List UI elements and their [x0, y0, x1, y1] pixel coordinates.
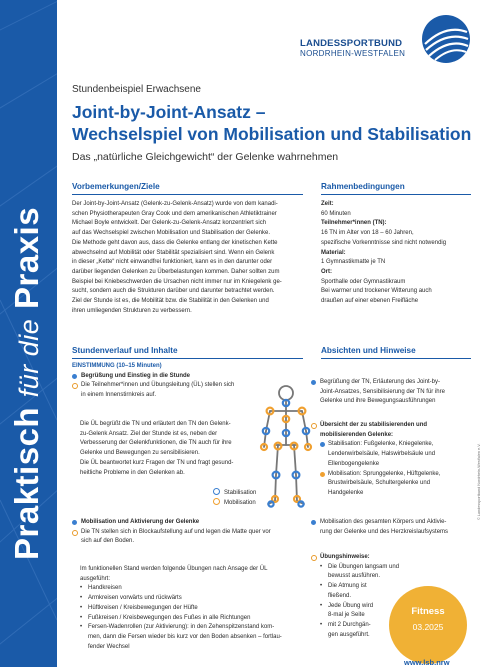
uebungshinweise: [311, 553, 401, 640]
divider: [321, 194, 471, 195]
mobilisation-block: [72, 518, 308, 547]
item-text: Die TN stellen sich in Blockaufstellung auf und legen die Matte quer vor: [81, 528, 271, 535]
legend-label: Stabilisation: [224, 490, 257, 496]
einstimmung-paragraph: [80, 420, 270, 478]
mob-label: Mobilisation:: [328, 470, 362, 477]
list-item: [311, 421, 475, 431]
circle-icon: [311, 423, 317, 429]
copyright: © Landessportbund Nordrhein-Westfalen e.V.: [477, 443, 481, 520]
exercise-item: • Hüftkreisen / Kreisbewegungen der Hüfte: [80, 604, 310, 614]
text-line: Beispiel bei Kniebeschwerden die Ursachen nicht immer nur im Kniegelenk ge-: [72, 278, 282, 285]
logo-line1: LANDESSPORTBUND: [300, 38, 403, 49]
page-title-line1: Joint-by-Joint-Ansatz –: [72, 102, 266, 122]
divider: [72, 194, 303, 195]
item-title: Begrüßung und Einstieg in die Stunde: [81, 372, 190, 379]
list-item: [311, 518, 475, 537]
text-line: in dieser „Kette“ nicht einwandfrei funktioniert, kann es in den darunter oder: [72, 259, 273, 266]
item-text: Die Teilnehmer*innen und Übungsleitung (ÜL) stellen sich: [81, 382, 235, 389]
list-item-stabilisation: [311, 440, 475, 469]
text-line: ihren umliegenden Strukturen zu verbessern.: [72, 307, 192, 314]
tn-value: 16 TN im Alter von 18 – 60 Jahren,: [321, 230, 414, 237]
legend-item-mobilisation: [213, 498, 256, 508]
text-line: Begrüßung der TN, Erläuterung des Joint-by-: [320, 379, 440, 385]
exercise-item: • Handkreisen: [80, 584, 310, 594]
exercise-intro: ausgeführt:: [80, 575, 111, 582]
mob-value: Sprunggelenke, Hüftgelenke,: [361, 470, 441, 477]
text-line: Mobilisation des gesamten Körpers und Aktivie-: [320, 519, 447, 525]
text-line: schen Physiotherapeuten Gray Cook und dem amerikanischen Athletiktrainer: [72, 210, 277, 217]
circle-icon: [311, 555, 317, 561]
rahmen-text: [321, 200, 481, 307]
bullet-icon: [311, 520, 316, 525]
list-item: [72, 528, 308, 538]
text-line: Der Joint-by-Joint-Ansatz (Gelenk-zu-Gelenk-Ansatz) wurde von dem kanadi-: [72, 201, 278, 207]
list-item: [72, 518, 308, 528]
lsb-logo: [300, 14, 475, 64]
hint-line: • mit 2 Durchgän-: [320, 621, 401, 631]
list-item: [72, 372, 272, 382]
stab-label: Stabilisation:: [328, 441, 363, 448]
exercise-block: [80, 565, 310, 652]
skeleton-figure-icon: [256, 383, 316, 513]
sidebar-banner: [0, 0, 57, 667]
hint-list: [311, 563, 401, 641]
text-line: heitliche Probleme in den Gelenken ab.: [80, 469, 185, 476]
exercise-continuation: men, dann die Fersen wieder bis kurz vor den Boden absenken – fortlau-: [88, 633, 282, 640]
hint-line: • Die Atmung ist: [320, 582, 401, 592]
gelenke-uebersicht: [311, 421, 475, 499]
kicker: Stundenbeispiel Erwachsene: [72, 84, 201, 95]
einstimmung-block: [72, 362, 272, 401]
hint-line: 8-mal je Seite: [328, 612, 365, 619]
text-line: Die Methode geht davon aus, dass die Gelenke entlang der kinetischen Kette: [72, 239, 278, 246]
list-item: [72, 537, 308, 547]
ort-value: Sporthalle oder Gymnastikraum: [321, 278, 406, 285]
circle-icon: [72, 530, 78, 536]
item-title: mobilisierenden Gelenke:: [320, 431, 394, 438]
stab-value: Fußgelenke, Kniegelenke,: [362, 441, 434, 448]
bullet-icon: [320, 472, 325, 477]
item-text: sich auf den Boden.: [81, 538, 135, 545]
vorbemerkungen-text: [72, 200, 306, 316]
text-line: rung der Gelenke und des Herzkreislaufsystems: [320, 528, 449, 535]
bullet-icon: [72, 520, 77, 525]
list-item: [311, 553, 401, 563]
list-item: [72, 381, 272, 391]
divider: [321, 358, 471, 359]
text-line: abwechselnd auf Mobilität oder Stabilität spezialisiert sind. Wenn ein Gelenk: [72, 249, 275, 256]
divider: [72, 358, 303, 359]
ort-value: Bei warmer und trockener Witterung auch: [321, 288, 432, 295]
text-line: Handgelenke: [328, 489, 364, 496]
bullet-icon: [320, 442, 325, 447]
page-subtitle: Das „natürliche Gleichgewicht“ der Gelenke wahrnehmen: [72, 151, 339, 163]
text-line: sucht, sondern auch die Strukturen darüber und darunter betrachtet werden.: [72, 288, 275, 295]
mobilisation-absicht: [311, 518, 475, 537]
exercise-continuation: fender Wechsel: [88, 643, 130, 650]
topic-badge: [389, 586, 467, 664]
text-line: [328, 470, 475, 480]
hint-line: • Die Übungen langsam und: [320, 563, 401, 573]
tn-label: Teilnehmer*innen (TN):: [321, 220, 387, 227]
circle-icon: [72, 383, 78, 389]
list-item: [311, 431, 475, 441]
circle-icon: [213, 498, 220, 505]
section-heading-stundenverlauf: Stundenverlauf und Inhalte: [72, 346, 178, 355]
hint-line: • Jede Übung wird: [320, 602, 401, 612]
material-value: 1 Gymnastikmatte je TN: [321, 259, 386, 266]
zeit-value: 60 Minuten: [321, 210, 351, 217]
text-line: Gelenke und Bewegungen zu sensibilisieren.: [80, 450, 200, 457]
text-line: Verbesserung der Gelenkfunktionen, die TN auch für ihre: [80, 440, 232, 447]
text-line: auf das Wechselspiel zwischen Mobilisation und Stabilisation der Gelenke.: [72, 230, 270, 237]
text-line: Joint-Ansatzes, Sensibilisierung der TN für ihre: [320, 388, 445, 395]
exercise-item: • Fersen-Wadenrollen (zur Aktivierung): in den Zehenspitzenstand kom-: [80, 623, 310, 633]
phase-label: EINSTIMMUNG (10–15 Minuten): [72, 363, 162, 369]
text-line: Lendenwirbelsäule, Halswirbelsäule und: [328, 451, 436, 458]
item-title: Übersicht der zu stabilisierenden und: [320, 422, 428, 428]
hint-line: bewusst ausführen.: [328, 573, 381, 580]
badge-date: 03.2025: [412, 622, 444, 632]
footer-url: www.lsb.nrw: [404, 658, 450, 667]
tn-value: spezifische Vorkenntnisse sind nicht notwendig: [321, 239, 447, 246]
hint-line: gen ausgeführt.: [328, 631, 370, 638]
absichten-block: [311, 378, 475, 407]
legend-label: Mobilisation: [224, 500, 256, 506]
text-line: Gelenke und ihre Bewegungsausführungen: [320, 398, 436, 405]
logo-line2: NORDRHEIN-WESTFALEN: [300, 49, 406, 58]
text-line: Michael Boyle entwickelt. Der Gelenk-zu-Gelenk-Ansatz konzentriert sich: [72, 220, 267, 227]
exercise-item: • Fußkreisen / Kreisbewegungen des Fußes in alle Richtungen: [80, 614, 310, 624]
list-item: [311, 378, 475, 407]
item-text: in einem Innenstirnkreis auf.: [81, 392, 157, 399]
exercise-intro: Im funktionellen Stand werden folgende Übungen nach Ansage der ÜL: [80, 566, 268, 572]
text-line: Ziel der Stunde ist es, die Mobilität bzw. die Stabilität in den Gelenken und: [72, 298, 269, 305]
zeit-label: Zeit:: [321, 201, 334, 207]
hint-line: fließend.: [328, 592, 352, 599]
bullet-icon: [311, 380, 316, 385]
exercise-item: • Armkreisen vorwärts und rückwärts: [80, 594, 310, 604]
text-line: Ellenbogengelenke: [328, 460, 380, 467]
section-heading-absichten: Absichten und Hinweise: [321, 346, 416, 355]
text-line: Die ÜL beantwortet kurz Fragen der TN und fragt gesund-: [80, 459, 234, 466]
section-heading-vorbemerkungen: Vorbemerkungen/Ziele: [72, 182, 160, 191]
item-title: Mobilisation und Aktivierung der Gelenke: [81, 519, 200, 525]
text-line: Brustwirbelsäule, Schultergelenke und: [328, 480, 431, 487]
badge-topic: Fitness: [411, 606, 445, 617]
logo-emblem-icon: [421, 14, 471, 64]
text-line: zu-Gelenk Ansatz. Ziel der Stunde ist es, neben der: [80, 430, 218, 437]
bullet-icon: [72, 374, 77, 379]
text-line: darüber liegenden Gelenken zu Überbelastungen kommen. Daher sollten zum: [72, 268, 280, 275]
ort-label: Ort:: [321, 268, 332, 275]
ort-value: draußen auf einer ebenen Freifläche: [321, 298, 419, 305]
exercise-list: [80, 584, 310, 633]
section-heading-rahmen: Rahmenbedingungen: [321, 182, 405, 191]
text-line: Die ÜL begrüßt die TN und erläutert den TN den Gelenk-: [80, 421, 231, 427]
legend-item-stabilisation: [213, 488, 256, 498]
item-title: Übungshinweise:: [320, 554, 370, 560]
figure-legend: [213, 488, 256, 508]
text-line: [328, 440, 475, 450]
circle-icon: [213, 488, 220, 495]
list-item-mobilisation: [311, 470, 475, 499]
sidebar-title: Praktisch für die Praxis: [8, 206, 45, 560]
page-title-line2: Wechselspiel von Mobilisation und Stabilisation: [72, 124, 472, 144]
list-item: [72, 391, 272, 401]
material-label: Material:: [321, 249, 346, 256]
